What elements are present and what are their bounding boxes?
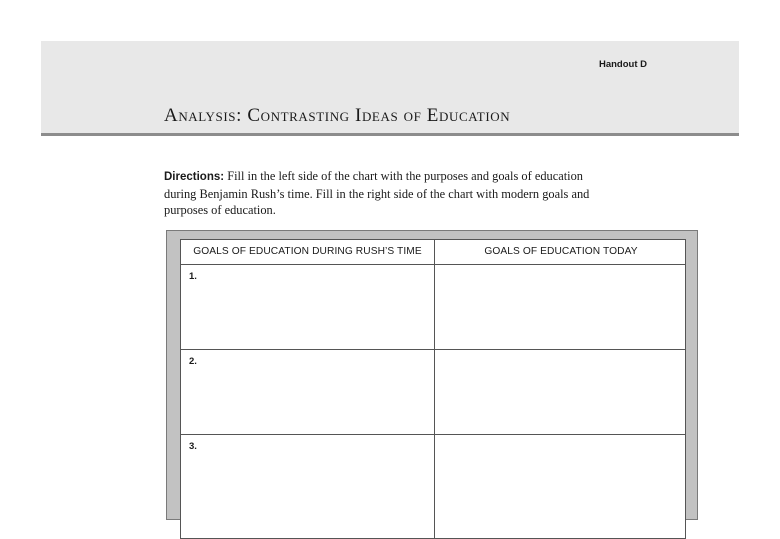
page-title: Analysis: Contrasting Ideas of Education: [164, 105, 511, 126]
column-header-rush-time: GOALS OF EDUCATION DURING RUSH’S TIME: [193, 246, 422, 257]
row-1-today-cell[interactable]: [435, 265, 687, 349]
directions-text: Fill in the left side of the chart with the purposes and goals of education during Benjamin Rush’s time. Fill in the right side of the chart with modern goals and purposes of education.: [164, 169, 590, 217]
directions-paragraph: [164, 168, 614, 219]
directions-label: Directions:: [164, 171, 225, 183]
row-number: 1.: [189, 271, 197, 282]
column-header-today: GOALS OF EDUCATION TODAY: [484, 246, 638, 257]
row-number: 3.: [189, 441, 197, 452]
row-number: 2.: [189, 356, 197, 367]
comparison-chart: [180, 239, 686, 539]
row-2-rush-time-cell[interactable]: [181, 350, 434, 434]
header-band: [41, 41, 739, 136]
row-3-rush-time-cell[interactable]: [181, 435, 434, 535]
row-3-today-cell[interactable]: [435, 435, 687, 535]
handout-label: Handout D: [598, 59, 647, 70]
row-2-today-cell[interactable]: [435, 350, 687, 434]
chart-frame: [166, 230, 698, 520]
row-1-rush-time-cell[interactable]: [181, 265, 434, 349]
